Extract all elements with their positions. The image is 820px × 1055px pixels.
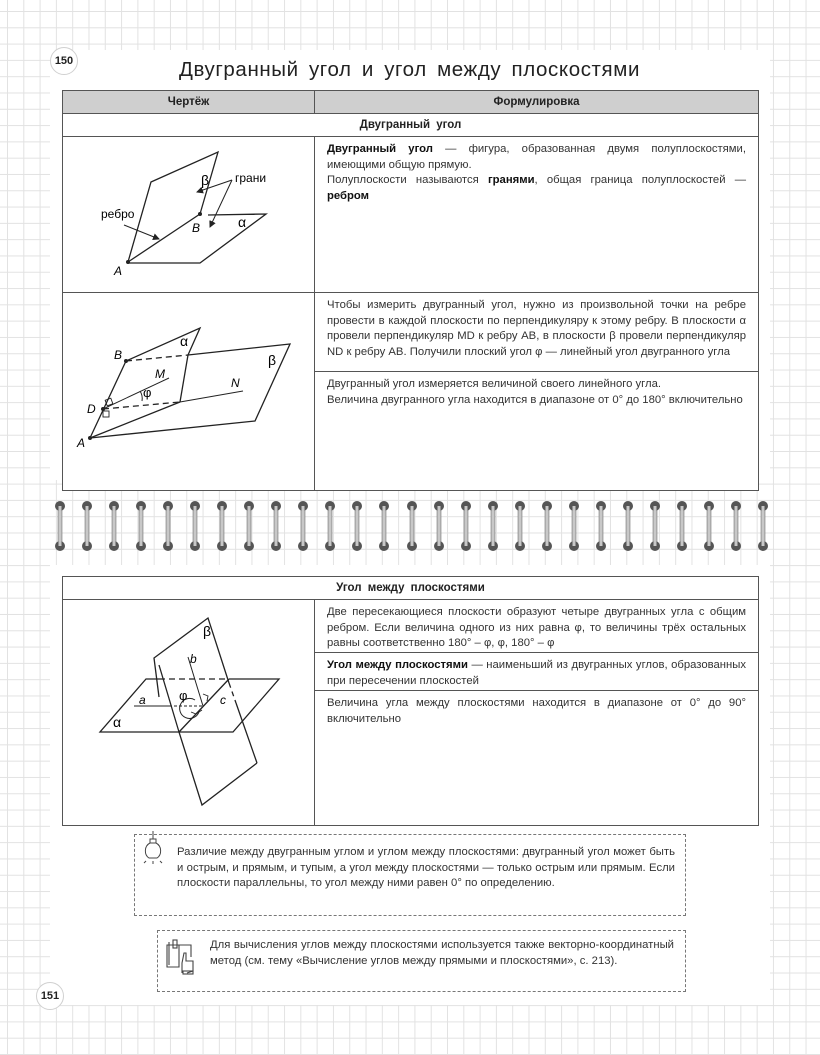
binding-ring (135, 501, 147, 559)
binding-ring (757, 501, 769, 559)
tip-note (134, 834, 686, 916)
binding-ring (730, 501, 742, 559)
definition-cell (315, 137, 759, 293)
measurement-range-block (315, 372, 758, 414)
label-M: M (155, 367, 165, 381)
angle-definition-text (315, 653, 758, 695)
book-pointer-icon (165, 939, 199, 975)
label-c: c (220, 693, 226, 707)
angle-range-block (315, 691, 758, 733)
label-b: b (190, 652, 197, 666)
binding-ring (378, 501, 390, 559)
faces-text: Полуплоскости называются (327, 174, 488, 186)
label-edge: ребро (101, 207, 135, 221)
measurement-method-text: Чтобы измерить двугранный угол, нужно из произвольной точки на ребре провести в каждой плоскости по перпендикуляру к этому ребру. В плоскости α провели перпендикуляр MD к ребру AB, в плоскости β провели перпендикуляр ND к ребру AB. Получили плоский угол φ — линейный угол двугранного угла (327, 299, 746, 358)
binding-ring (703, 501, 715, 559)
label-beta: β (203, 623, 212, 639)
figure-linear-angle (63, 293, 315, 491)
term-dihedral-angle: Двугранный угол (327, 143, 433, 155)
linear-angle-diagram (63, 293, 313, 485)
label-B: B (192, 221, 201, 235)
binding-ring (487, 501, 499, 559)
label-faces: грани (235, 171, 267, 185)
angle-definition-rest: — наименьший из двугранных углов, образованных при пересечении плоскостей (327, 659, 747, 687)
label-A: A (114, 264, 123, 278)
binding-ring (216, 501, 228, 559)
reference-note (157, 930, 686, 992)
definition-text: — фигура, образованная двумя полуплоскостями, имеющими общую прямую. (327, 143, 747, 171)
binding-ring (541, 501, 553, 559)
four-angles-text: Две пересекающиеся плоскости образуют четыре двугранных угла с общим ребром. Если величина одного из них равна φ, то величины трёх остальных равны соответственно 180° – φ, φ, 180° – φ (327, 606, 747, 649)
binding-ring (595, 501, 607, 559)
label-alpha: α (113, 714, 122, 730)
label-A: A (77, 436, 86, 450)
page-number-bottom: 151 (36, 982, 64, 1010)
dihedral-angle-diagram (63, 137, 313, 287)
binding-ring (162, 501, 174, 559)
term-edge: ребром (327, 189, 370, 202)
binding-ring (676, 501, 688, 559)
term-faces: гранями (487, 174, 535, 186)
label-beta: β (201, 172, 210, 188)
label-beta: β (268, 352, 277, 368)
binding-ring (324, 501, 336, 559)
edge-text: , общая граница полуплоскостей — (534, 174, 747, 186)
angle-between-planes-table (62, 576, 759, 826)
label-phi: φ (179, 688, 188, 703)
binding-ring (433, 501, 445, 559)
section-heading-angle-between-planes: Угол между плоскостями (63, 577, 759, 600)
label-alpha: α (238, 214, 247, 230)
figure-dihedral-angle (63, 137, 315, 293)
measurement-method-block (315, 293, 758, 372)
label-phi: φ (143, 385, 152, 400)
label-a: a (139, 693, 146, 707)
term-angle-between-planes: Угол между плоскостями (327, 659, 468, 671)
binding-ring (406, 501, 418, 559)
label-B: B (114, 348, 123, 362)
page-title: Двугранный угол и угол между плоскостями (178, 58, 640, 81)
label-N: N (231, 376, 240, 390)
lightbulb-icon (142, 831, 164, 865)
spiral-binding (0, 495, 820, 555)
binding-ring (108, 501, 120, 559)
binding-ring (622, 501, 634, 559)
figure-intersecting-planes (63, 600, 315, 826)
angle-range-text: Величина угла между плоскостями находится в диапазоне от 0° до 90° включительно (327, 697, 747, 725)
binding-ring (297, 501, 309, 559)
binding-ring (189, 501, 201, 559)
dihedral-definition (315, 137, 758, 210)
measurement-range-text (315, 372, 758, 414)
four-angles-block (315, 600, 758, 653)
binding-ring (568, 501, 580, 559)
angle-definition-block (315, 653, 758, 691)
binding-ring (270, 501, 282, 559)
binding-ring (243, 501, 255, 559)
dihedral-range-text: Величина двугранного угла находится в диапазоне от 0° до 180° включительно (327, 393, 743, 406)
planes-text-cell (315, 600, 759, 826)
label-alpha: α (180, 333, 189, 349)
dihedral-angle-table (62, 90, 759, 491)
line-DM (103, 378, 169, 409)
binding-ring (351, 501, 363, 559)
section-heading-dihedral: Двугранный угол (63, 114, 759, 137)
column-header-formulation: Формулировка (315, 91, 759, 114)
binding-ring (514, 501, 526, 559)
binding-ring (81, 501, 93, 559)
linear-angle-measure-text: Двугранный угол измеряется величиной своего линейного угла. (327, 378, 662, 390)
edge-AB (128, 214, 200, 262)
plane-beta (128, 152, 218, 262)
tip-text: Различие между двугранным углом и углом между плоскостями: двугранный угол может быть и острым, и прямым, и тупым, а угол между плоскостями — только острым или прямым. Если плоскости параллельны, то угол между ними равен 0° по определению. (177, 846, 675, 889)
column-header-drawing: Чертёж (63, 91, 315, 114)
reference-text: Для вычисления углов между плоскостями используется также векторно-координатный метод (см. тему «Вычисление углов между прямыми и плоскостями», с. 213). (210, 939, 674, 967)
binding-ring (649, 501, 661, 559)
measurement-cell (315, 293, 759, 491)
binding-ring (54, 501, 66, 559)
intersecting-planes-diagram (63, 600, 313, 820)
binding-ring (460, 501, 472, 559)
page-number-top: 150 (50, 47, 78, 75)
label-D: D (87, 402, 96, 416)
